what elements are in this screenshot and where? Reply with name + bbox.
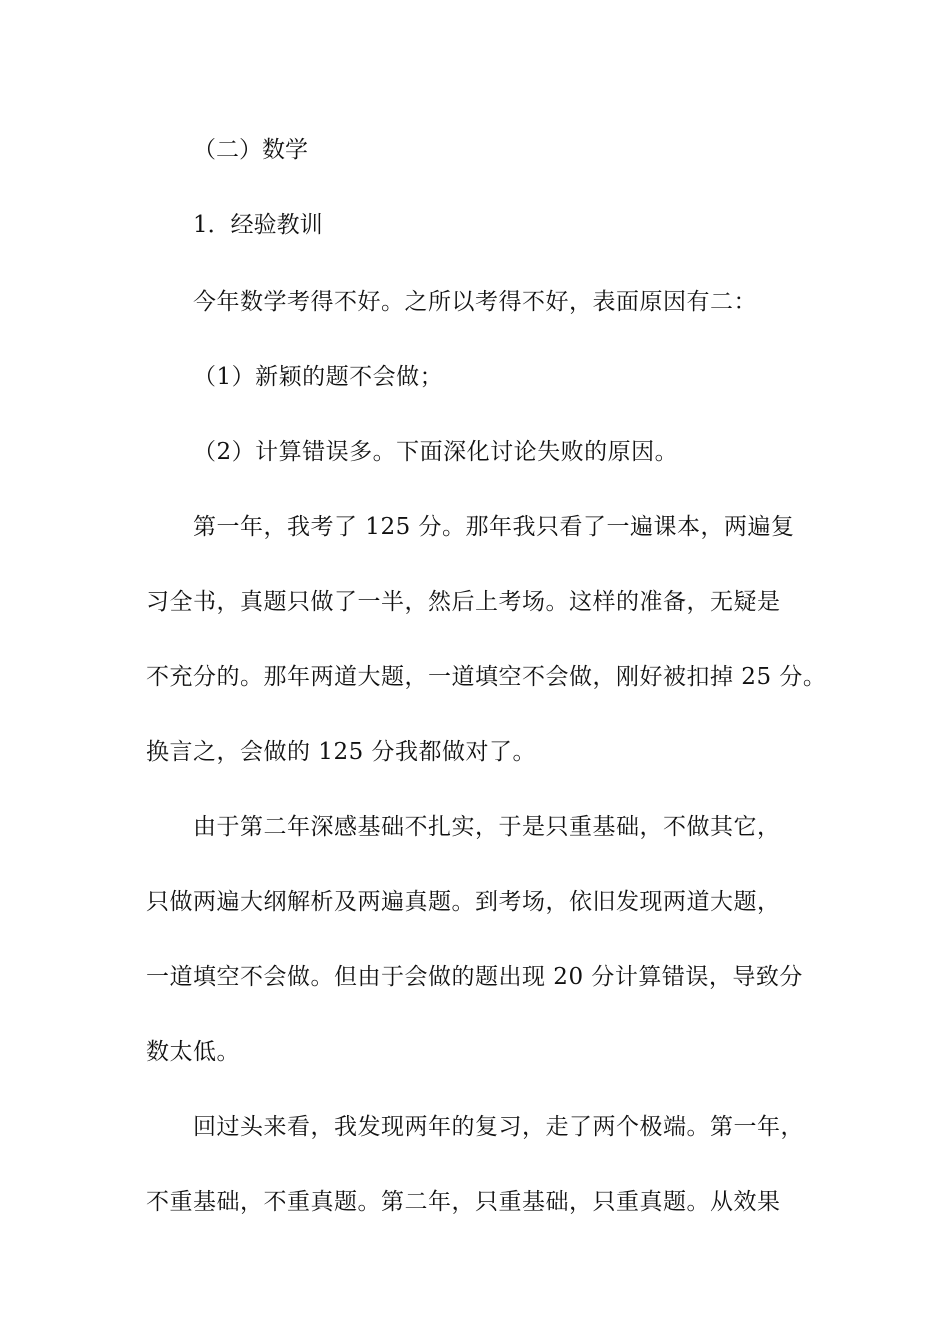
paragraph-line: 习全书，真题只做了一半，然后上考场。这样的准备，无疑是 [146,589,781,615]
subsection-title: 1．经验教训 [193,212,323,238]
body-text [146,272,826,1232]
paragraph-line: 一道填空不会做。但由于会做的题出现 20 分计算错误，导致分 [146,964,803,990]
paragraph-line: （1）新颖的题不会做； [193,364,444,390]
paragraph-line: 回过头来看，我发现两年的复习，走了两个极端。第一年， [193,1114,804,1140]
paragraph-line: 不重基础，不重真题。第二年，只重基础，只重真题。从效果 [146,1189,781,1215]
paragraph-line: 今年数学考得不好。之所以考得不好，表面原因有二： [193,289,757,315]
paragraph-line: （2）计算错误多。下面深化讨论失败的原因。 [193,439,679,465]
section-title: （二）数学 [193,137,308,163]
paragraph-line: 第一年，我考了 125 分。那年我只看了一遍课本，两遍复 [193,514,795,540]
paragraph-line: 数太低。 [146,1039,240,1065]
paragraph-line: 由于第二年深感基础不扎实，于是只重基础，不做其它， [193,814,781,840]
paragraph-line: 只做两遍大纲解析及两遍真题。到考场，依旧发现两道大题， [146,889,781,915]
paragraph-line: 换言之，会做的 125 分我都做对了。 [146,739,537,765]
paragraph-line: 不充分的。那年两道大题，一道填空不会做，刚好被扣掉 25 分。 [146,664,827,690]
